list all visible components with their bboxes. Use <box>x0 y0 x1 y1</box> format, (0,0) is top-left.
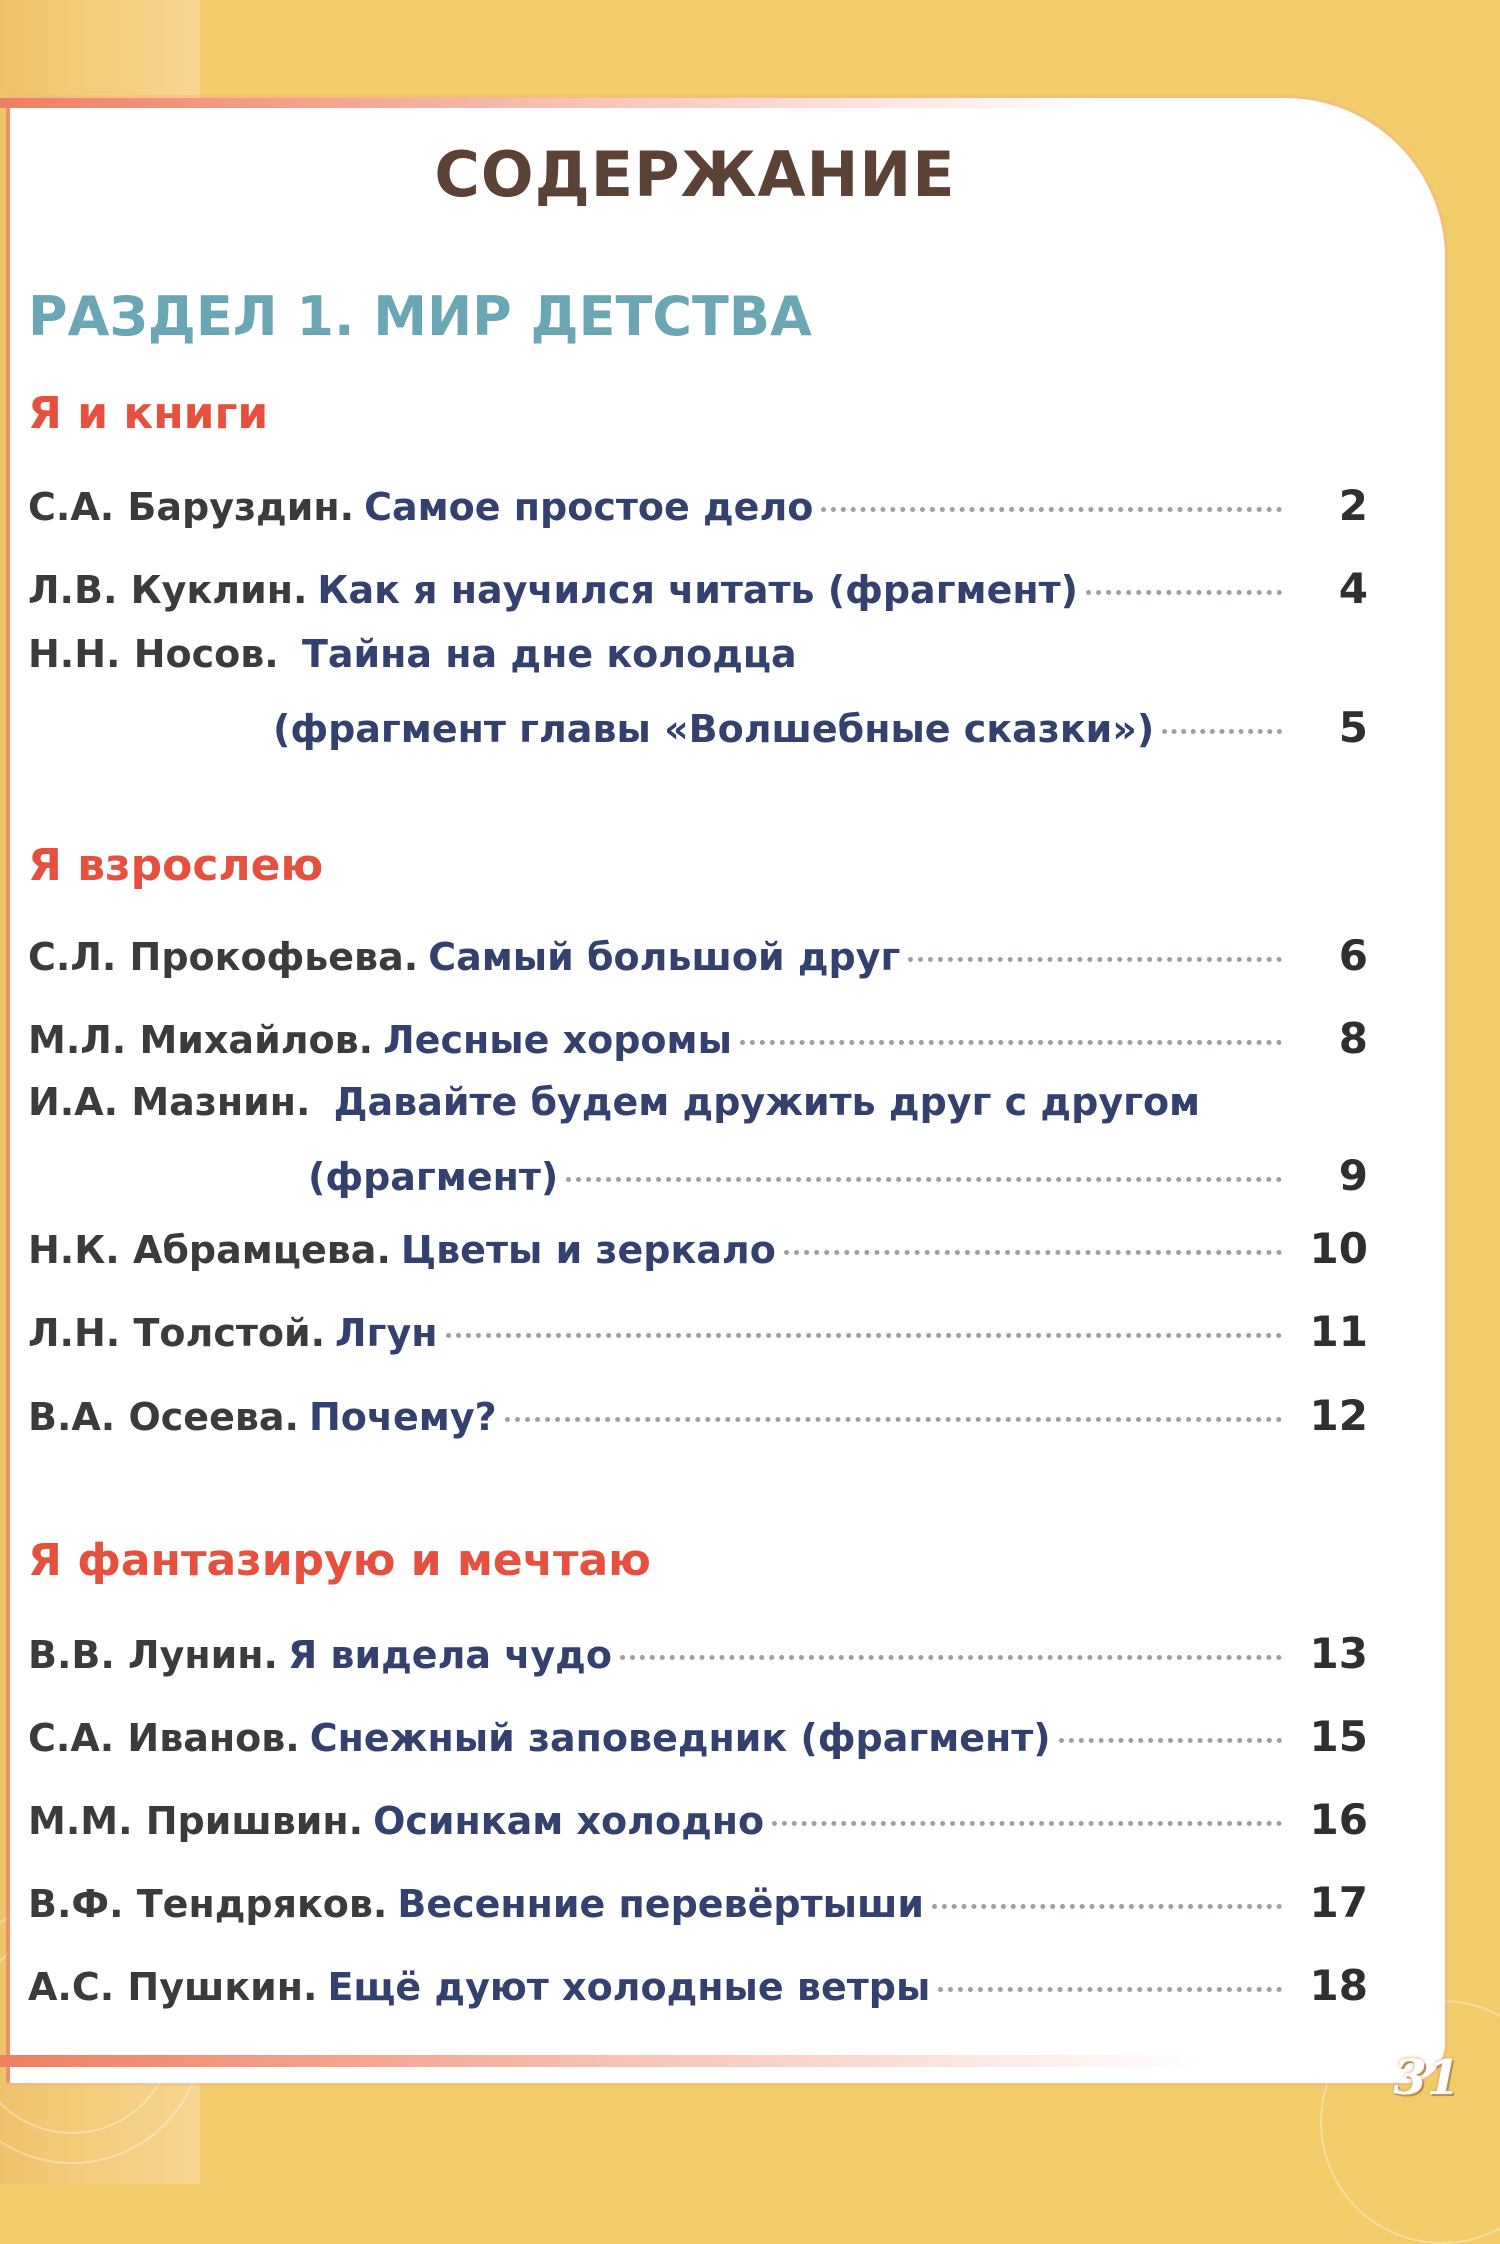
dot-leader <box>938 1987 1282 1992</box>
entry-page: 15 <box>1309 1712 1368 1761</box>
entry-author: Н.Н. Носов. <box>28 632 279 676</box>
entry-work: Как я научился читать (фрагмент) <box>317 568 1079 612</box>
toc-entry[interactable] <box>28 1618 1368 1678</box>
entry-work: Цветы и зеркало <box>400 1228 776 1272</box>
entry-author: А.С. Пушкин. <box>28 1965 318 2009</box>
entry-work-continuation: (фрагмент главы «Волшебные сказки») <box>273 707 1155 751</box>
entry-work: Лгун <box>335 1311 438 1355</box>
toc-entry[interactable] <box>28 470 1368 530</box>
entry-page: 9 <box>1338 1151 1368 1200</box>
entry-author: В.А. Осеева. <box>28 1395 299 1439</box>
entry-page: 4 <box>1338 564 1368 613</box>
toc-entry[interactable] <box>28 632 1368 752</box>
toc-entry[interactable] <box>28 1003 1368 1063</box>
entry-work: Тайна на дне колодца <box>301 632 797 676</box>
page-number: 31 <box>1393 2050 1460 2106</box>
toc-entry[interactable] <box>28 920 1368 980</box>
dot-leader <box>932 1904 1282 1909</box>
entry-page: 2 <box>1338 481 1368 530</box>
entry-page: 8 <box>1338 1014 1368 1063</box>
decorative-strip <box>0 2055 1200 2067</box>
toc-entry[interactable] <box>28 1701 1368 1761</box>
toc-entry[interactable] <box>28 1950 1368 2010</box>
entry-page: 12 <box>1309 1391 1368 1440</box>
dot-leader <box>1059 1738 1282 1743</box>
decorative-strip <box>0 98 1100 108</box>
entry-page: 13 <box>1309 1629 1368 1678</box>
entry-author: В.В. Лунин. <box>28 1633 278 1677</box>
toc-entry[interactable] <box>28 1867 1368 1927</box>
dot-leader <box>505 1417 1282 1422</box>
entry-author: С.А. Баруздин. <box>28 485 355 529</box>
entry-work: Снежный заповедник (фрагмент) <box>309 1716 1051 1760</box>
dot-leader <box>740 1040 1282 1045</box>
entry-work-continuation: (фрагмент) <box>308 1155 559 1199</box>
entry-author: В.Ф. Тендряков. <box>28 1882 388 1926</box>
entry-author: С.Л. Прокофьева. <box>28 935 419 979</box>
entry-work: Весенние перевёртыши <box>397 1882 924 1926</box>
entry-author: М.Л. Михайлов. <box>28 1018 374 1062</box>
dot-leader <box>908 957 1282 962</box>
entry-work: Ещё дуют холодные ветры <box>327 1965 931 2009</box>
entry-work: Лесные хоромы <box>383 1018 732 1062</box>
entry-page: 17 <box>1309 1878 1368 1927</box>
entry-work: Самый большой друг <box>428 935 901 979</box>
dot-leader <box>566 1177 1282 1182</box>
dot-leader <box>620 1655 1282 1660</box>
dot-leader <box>772 1821 1282 1826</box>
toc-entry[interactable] <box>28 1296 1368 1356</box>
dot-leader <box>784 1250 1282 1255</box>
toc-entry[interactable] <box>28 1080 1368 1200</box>
toc-entry[interactable] <box>28 1213 1368 1273</box>
toc-entry[interactable] <box>28 1784 1368 1844</box>
entry-author: Л.Н. Толстой. <box>28 1311 326 1355</box>
entry-work: Давайте будем дружить друг с другом <box>333 1080 1201 1124</box>
entry-work: Почему? <box>308 1395 497 1439</box>
entry-page: 10 <box>1309 1224 1368 1273</box>
dot-leader <box>1162 729 1282 734</box>
entry-page: 5 <box>1338 703 1368 752</box>
entry-author: Н.К. Абрамцева. <box>28 1228 391 1272</box>
entry-work: Я видела чудо <box>287 1633 612 1677</box>
entry-page: 6 <box>1338 931 1368 980</box>
entry-page: 18 <box>1309 1961 1368 2010</box>
page-title: СОДЕРЖАНИЕ <box>434 138 956 211</box>
entry-work: Самое простое дело <box>364 485 814 529</box>
dot-leader <box>1086 590 1282 595</box>
entry-page: 11 <box>1309 1307 1368 1356</box>
entry-work: Осинкам холодно <box>373 1799 765 1843</box>
toc-entry[interactable] <box>28 1380 1368 1440</box>
entry-author: М.М. Пришвин. <box>28 1799 364 1843</box>
entry-page: 16 <box>1309 1795 1368 1844</box>
dot-leader <box>821 507 1282 512</box>
subsection-title: Я фантазирую и мечтаю <box>28 1535 651 1586</box>
entry-author: И.А. Мазнин. <box>28 1080 311 1124</box>
dot-leader <box>446 1333 1283 1338</box>
entry-author: С.А. Иванов. <box>28 1716 300 1760</box>
subsection-title: Я взрослею <box>28 840 324 891</box>
section-title: РАЗДЕЛ 1. МИР ДЕТСТВА <box>28 285 812 348</box>
entry-author: Л.В. Куклин. <box>28 568 308 612</box>
toc-entry[interactable] <box>28 553 1368 613</box>
subsection-title: Я и книги <box>28 388 269 439</box>
